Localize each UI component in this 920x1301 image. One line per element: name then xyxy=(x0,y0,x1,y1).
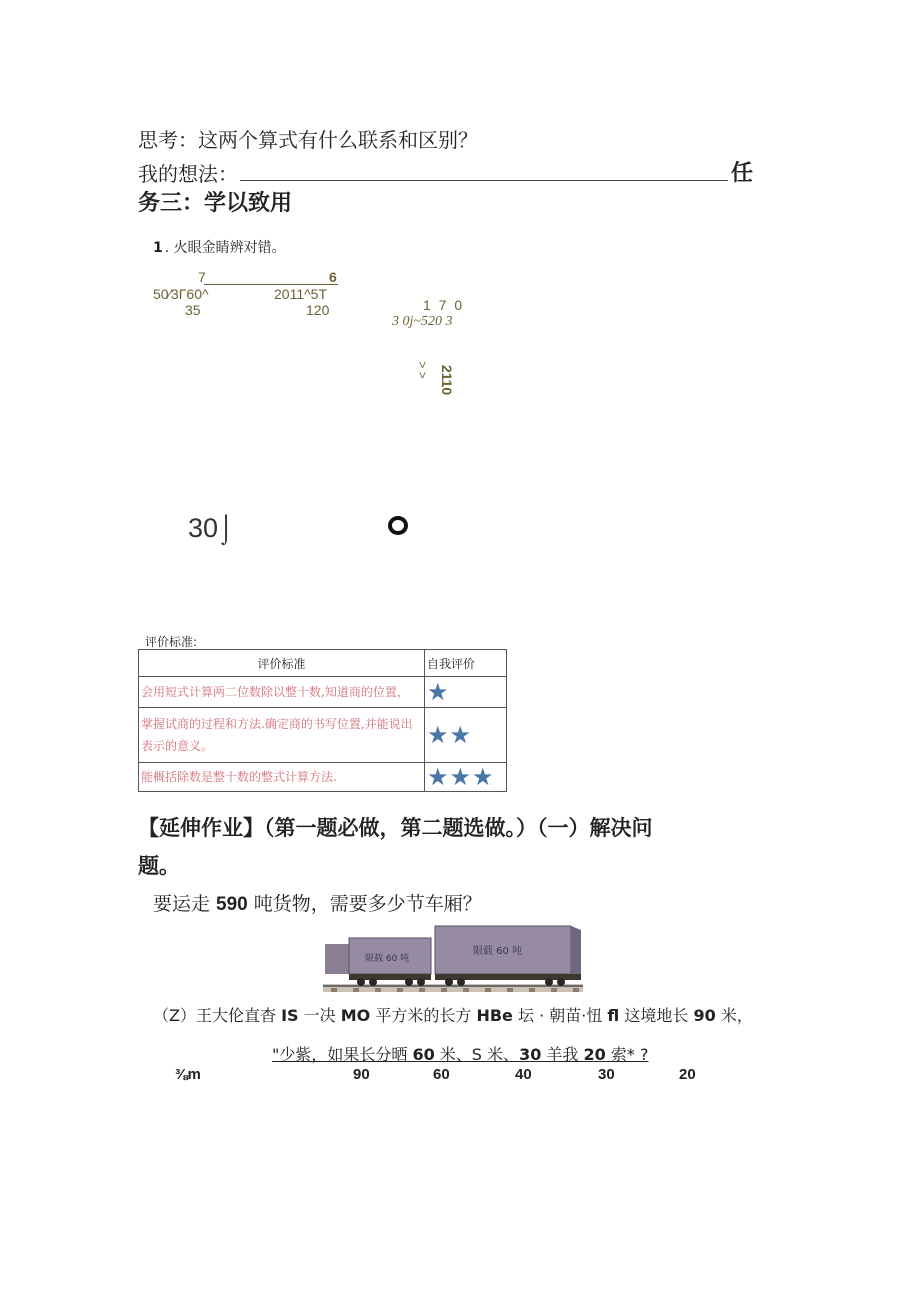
task-two-text xyxy=(153,1003,753,1026)
problem-number: 590 xyxy=(216,894,248,915)
table-row xyxy=(139,708,507,763)
division1-product: 35 xyxy=(185,302,201,318)
problem-text-a: 要运走 xyxy=(153,893,217,915)
task2-text-1: （Z）王大伦直杳 xyxy=(153,1006,282,1025)
task2-bold-5: 90 xyxy=(693,1006,716,1025)
evaluation-header-row xyxy=(139,650,507,677)
star-rating-icon: ★ xyxy=(425,677,507,708)
task2-text-5: 这境地长 xyxy=(619,1006,694,1025)
wagon-2-label: 限载 60 吨 xyxy=(473,946,523,957)
criterion-text: 能概括除数是整十数的整式计算方法. xyxy=(139,763,425,792)
header-self-evaluation: 自我评价 xyxy=(425,650,507,677)
star-rating-icon: ★★ xyxy=(425,708,507,763)
thinking-question: 思考：这两个算式有什么联系和区别？ xyxy=(138,128,478,152)
quotient-line xyxy=(204,284,338,285)
task3-bold-3: 20 xyxy=(583,1045,606,1064)
exercise-title-text: . 火眼金睛辨对错。 xyxy=(164,240,286,256)
task2-text-2: 一决 xyxy=(298,1006,341,1025)
train-image xyxy=(323,918,583,1002)
exercise-title xyxy=(153,237,286,257)
division4-expression: 30⌡ xyxy=(188,513,235,543)
division2-quotient: 6 xyxy=(329,269,337,285)
task2-bold-4: fl xyxy=(607,1006,620,1025)
task3-text-1: "少紫，如果长分晒 xyxy=(272,1045,413,1064)
table-row-label: ⅜m xyxy=(175,1066,201,1083)
criterion-text: 掌握试商的过程和方法.确定商的书写位置,并能说出表示的意义。 xyxy=(139,708,425,763)
division2-expression: 2011^5T xyxy=(274,286,328,302)
division3-quotient: 1 7 0 xyxy=(423,297,465,313)
division3-expression: 3 0j~520 3 xyxy=(392,314,453,329)
row-value: 90 xyxy=(353,1066,370,1083)
division2-product: 120 xyxy=(306,302,330,318)
table-row xyxy=(139,763,507,792)
task3-text-2: 米、S 米、 xyxy=(434,1045,520,1064)
task2-text-6: 米， xyxy=(715,1006,753,1025)
division1-expression: 50∕3Γ60^ xyxy=(153,286,209,302)
task2-text-3: 平方米的长方 xyxy=(370,1006,477,1025)
row-value: 30 xyxy=(598,1066,615,1083)
task2-bold-3: HBe xyxy=(476,1006,513,1025)
row-value: 20 xyxy=(679,1066,696,1083)
extension-heading-cont: 题。 xyxy=(138,854,180,878)
evaluation-table xyxy=(138,649,507,792)
task3-bold-2: 30 xyxy=(519,1045,542,1064)
task3-text-4: 索* ? xyxy=(605,1045,649,1064)
task2-bold-1: IS xyxy=(281,1006,299,1025)
division3-marks: > > xyxy=(415,361,430,379)
row-value: 40 xyxy=(515,1066,532,1083)
problem-one xyxy=(153,889,482,916)
division4-zero-circle xyxy=(388,516,408,535)
division3-vertical-number: 2110 xyxy=(439,364,456,396)
wagon-2-end xyxy=(571,926,581,974)
evaluation-title: 评价标准: xyxy=(145,635,198,649)
criterion-text: 会用短式计算两二位数除以整十数,知道商的位置， xyxy=(139,677,425,708)
task3-text-3: 羊我 xyxy=(541,1045,584,1064)
task2-bold-2: MO xyxy=(340,1006,371,1025)
task3-bold-1: 60 xyxy=(412,1045,435,1064)
task-three-heading-part2: 务三：学以致用 xyxy=(138,191,293,216)
task-three-heading-part1: 任 xyxy=(731,161,754,186)
exercise-number: 1 xyxy=(153,240,163,256)
wagon-1-label: 限载 60 吨 xyxy=(365,954,410,964)
task2-text-4: 坛 · 朝苗·忸 xyxy=(512,1006,608,1025)
extension-heading: 【延伸作业】（第一题必做，第二题选做。）（一）解决问 xyxy=(138,816,653,840)
division1-quotient: 7 xyxy=(198,269,206,285)
my-idea-label: 我的想法： xyxy=(138,162,238,186)
star-rating-icon: ★★★ xyxy=(425,763,507,792)
table-row xyxy=(139,677,507,708)
header-criteria: 评价标准 xyxy=(139,650,425,677)
problem-text-b: 吨货物，需要多少节车厢？ xyxy=(247,893,482,915)
wagon-left-partial xyxy=(325,944,349,974)
task-two-question xyxy=(272,1042,648,1065)
row-value: 60 xyxy=(433,1066,450,1083)
answer-line xyxy=(240,180,728,181)
